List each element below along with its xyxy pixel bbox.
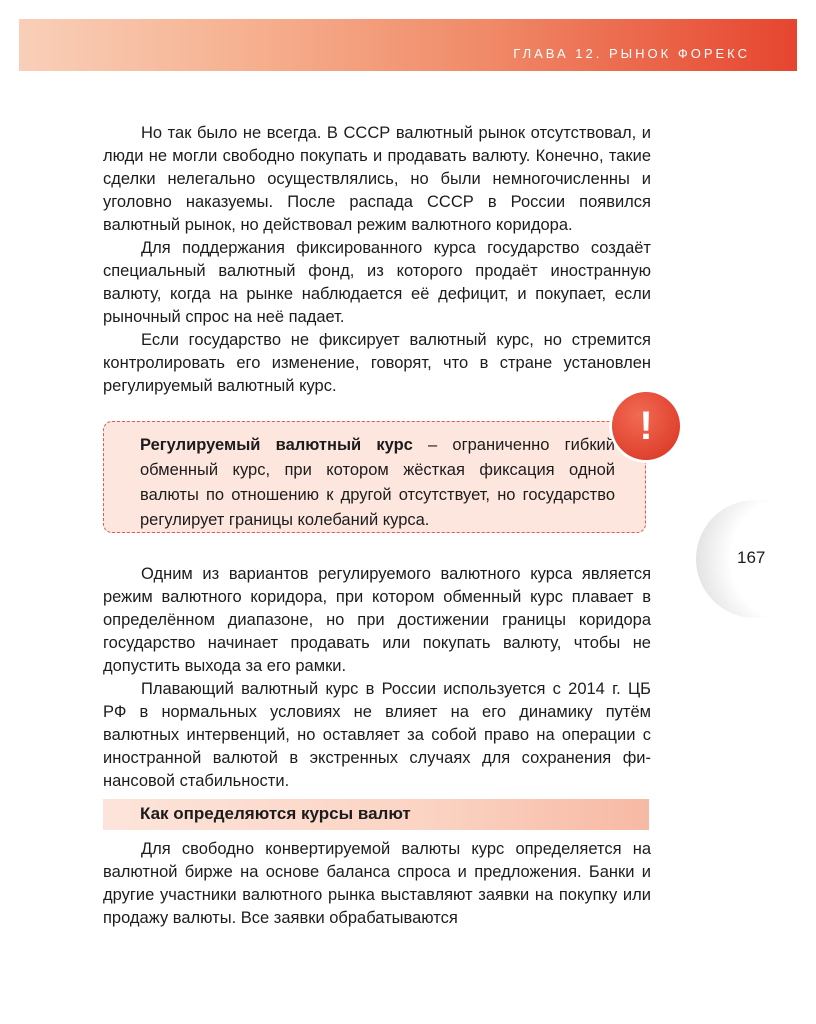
definition-body: – ограниченно гибкий обменный курс, при котором жёсткая фиксация одной валюты по отношению к другой отсутствует, но государство регулирует границы колебаний курса. (140, 436, 615, 529)
chapter-title: ГЛАВА 12. РЫНОК ФОРЕКС (513, 46, 750, 61)
body-text-top (103, 122, 651, 398)
page-number: 167 (737, 548, 766, 567)
paragraph: Но так было не всегда. В СССР валютный рынок отсутствовал, и люди не могли свободно покупать и продавать валюту. Конечно, такие сделки нелегально осуществлялись, но были немногочисленны и уголовно наказуемы. После распада СССР в России появился валютный рынок, но действовал режим валютного коридора. (103, 124, 651, 234)
body-text-middle (103, 563, 651, 793)
definition-term: Регулируемый валютный курс (140, 436, 413, 454)
exclamation-circle-icon: ! (612, 392, 680, 460)
body-text-bottom (103, 838, 651, 930)
definition-text (140, 433, 615, 533)
chapter-header-band (19, 19, 797, 71)
paragraph: Для свободно конвертируемой валюты курс определяется на валютной бирже на основе баланса спроса и предложения. Банки и другие участники валютного рынка выставляют заявки на покупку или продажу валюты. Все заявки обрабатываются (103, 840, 651, 927)
paragraph: Одним из вариантов регулируемого валютного курса является режим валютного коридора, при котором обменный курс плавает в определённом диапазоне, но при достижении границы коридора государство начинает продавать или покупать валюту, чтобы не допустить выхода за его рамки. (103, 565, 651, 675)
section-heading: Как определяются курсы валют (140, 804, 411, 823)
paragraph: Для поддержания фиксированного курса государство создаёт специальный валютный фонд, из которого продаёт иностранную валюту, когда на рынке наблюдается её дефицит, и покупает, если рыночный спрос на неё падает. (103, 239, 651, 326)
paragraph: Если государство не фиксирует валютный курс, но стремится контролировать его изменение, говорят, что в стране установлен регулируемый валютный курс. (103, 331, 651, 395)
paragraph: Плавающий валютный курс в России используется с 2014 г. ЦБ РФ в нормальных условиях не влияет на его динамику путём валютных интервенций, но оставляет за собой право на операции с иностранной валютой в экстренных случаях для сохранения финансовой стабильности. (103, 680, 651, 790)
